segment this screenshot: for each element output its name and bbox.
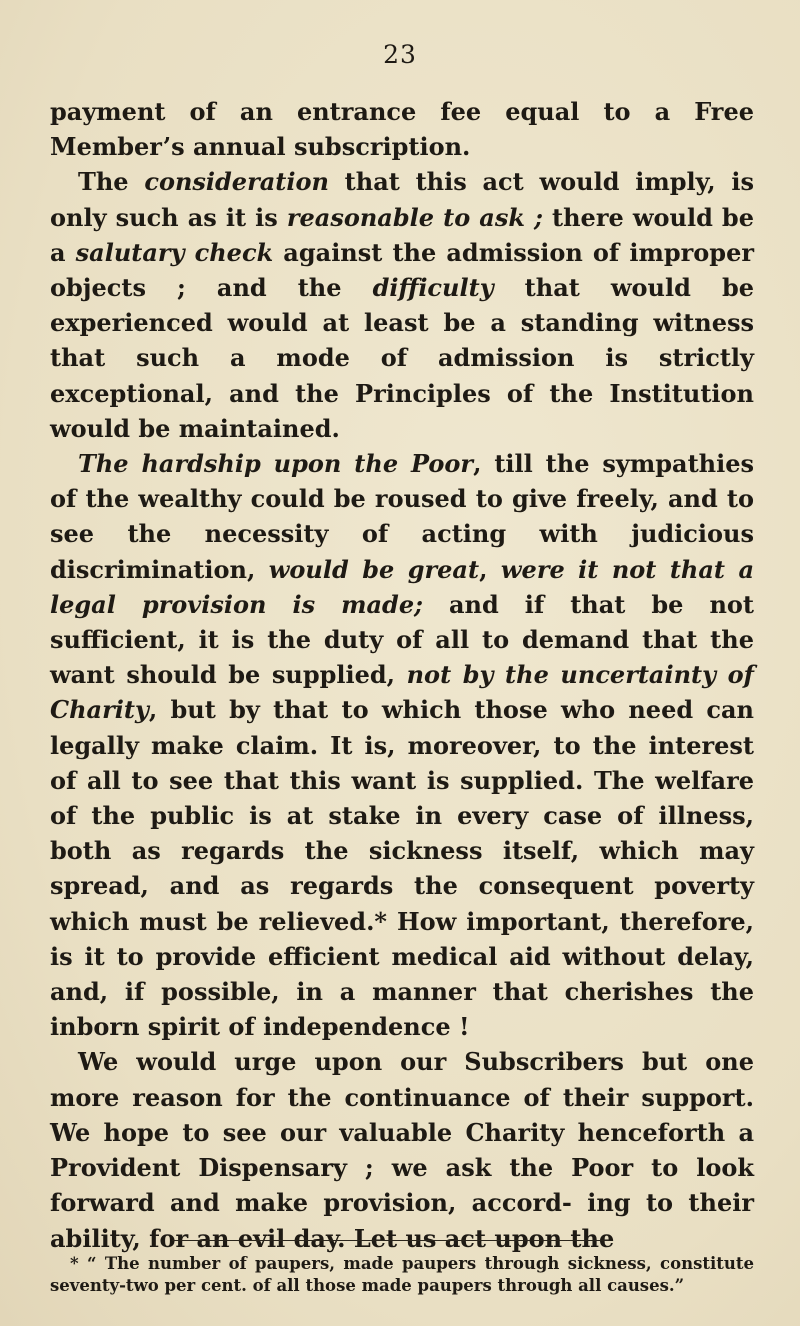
- text-run: payment of an entrance fee equal to a Free Member’s annual subscription.: [50, 97, 754, 162]
- text-run: that would be experienced would at least be a standing witness that such a mode of admission is strictly exceptional, and the Principles of the Institution would be maintained.: [50, 273, 754, 443]
- italic-phrase: consideration: [144, 167, 329, 197]
- text-run: , till the sympathies of the wealthy could be roused to give freely, and to see the necessity of acting with judicious discrimination,: [50, 449, 755, 584]
- italic-phrase: reasonable to ask ;: [286, 202, 543, 232]
- footnote-text: * “ The number of paupers, made paupers through sickness, constitute seventy-two per cent. of all those made paupers through all causes.”: [50, 1254, 754, 1295]
- page-number: 23: [383, 40, 417, 69]
- italic-phrase: The hardship upon the Poor: [78, 449, 474, 479]
- paragraph-4: [50, 1044, 754, 1255]
- text-run: against the admission of improper objects ; and the: [50, 237, 754, 303]
- text-run: and if that be not sufficient, it is the duty of all to demand that the want should be supplied,: [50, 589, 755, 690]
- text-run: that this act would imply, is only such as it is: [50, 167, 755, 232]
- text-run: there would be a: [50, 202, 754, 267]
- italic-phrase: were it not that a legal provision is made;: [50, 554, 755, 619]
- paragraph-2: [50, 164, 754, 446]
- text-run: , but by that to which those who need can legally make claim. It is, moreover, to the interest of all to see that this want is supplied. The welfare of the public is at stake in every case of illness, both as regards the sickness itself, which may spread, and as regards the consequent poverty which must be relieved.* How important, therefore, is it to provide efficient medical aid without delay, and, if possible, in a manner that cherishes the inborn spirit of independence !: [50, 695, 754, 1042]
- italic-phrase: salutary check: [75, 237, 274, 267]
- footnote: [50, 1253, 754, 1297]
- paragraph-1: [50, 94, 754, 164]
- text-run: The: [78, 167, 145, 197]
- text-run: ,: [479, 554, 501, 584]
- italic-phrase: not by the uncertainty of Charity: [50, 660, 754, 725]
- italic-phrase: difficulty: [372, 273, 494, 303]
- footnote-divider: [172, 1240, 610, 1241]
- body-text: [50, 94, 754, 1256]
- text-run: We would urge upon our Subscribers but one more reason for the continuance of their support. We hope to see our valuable Charity henceforth a Provident Dispensary ; we ask the Poor to look forward and make provision, accord- ing to their ability, for an evil day. Let us act upon the: [50, 1047, 754, 1253]
- italic-phrase: would be great: [268, 554, 480, 584]
- paragraph-3: [50, 446, 754, 1044]
